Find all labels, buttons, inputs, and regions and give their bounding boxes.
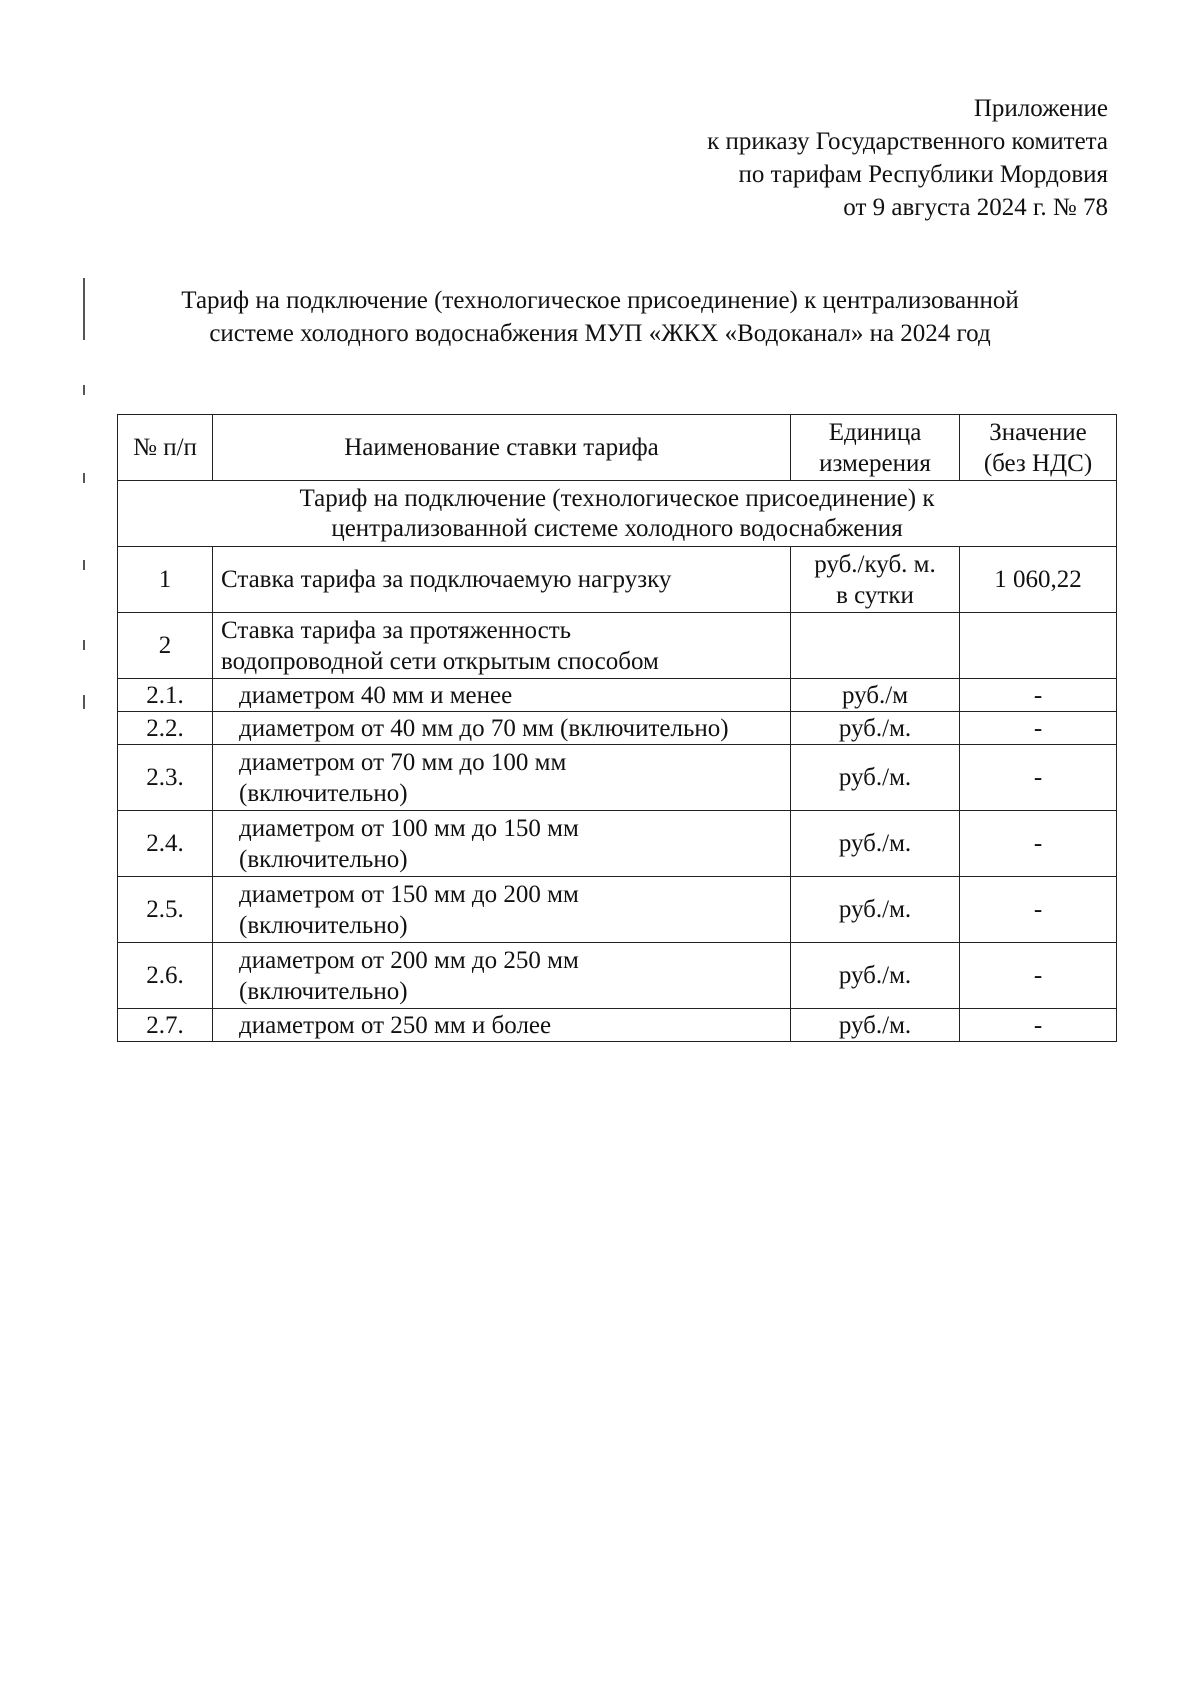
row-value: - xyxy=(960,712,1117,745)
header-value-line: (без НДС) xyxy=(983,449,1093,477)
table-row xyxy=(118,745,1117,811)
row-num: 2.1. xyxy=(118,679,213,712)
header-value xyxy=(960,415,1117,481)
table-row xyxy=(118,877,1117,943)
row-name xyxy=(213,745,791,811)
scan-mark xyxy=(83,695,85,709)
row-name xyxy=(213,613,791,679)
row-name xyxy=(213,943,791,1009)
scan-mark xyxy=(83,560,85,570)
row-name-line: (включительно) xyxy=(239,977,408,1005)
header-value-line: Значение xyxy=(989,418,1087,446)
row-name-line: Ставка тарифа за протяженность xyxy=(221,616,572,644)
row-num: 2.5. xyxy=(118,877,213,943)
row-name-line: диаметром от 200 мм до 250 мм xyxy=(239,946,579,974)
section-title-line: Тариф на подключение (технологическое присоединение) к xyxy=(299,484,935,512)
section-row xyxy=(118,481,1117,547)
appendix-line: от 9 августа 2024 г. № 78 xyxy=(843,194,1108,221)
table-row xyxy=(118,712,1117,745)
table-header-row xyxy=(118,415,1117,481)
row-name-line: (включительно) xyxy=(239,911,408,939)
row-value xyxy=(960,613,1117,679)
row-unit-line: в сутки xyxy=(836,581,914,609)
table-row xyxy=(118,943,1117,1009)
row-name xyxy=(213,811,791,877)
scan-mark xyxy=(83,640,85,650)
row-name xyxy=(213,877,791,943)
row-value: - xyxy=(960,877,1117,943)
table-row xyxy=(118,679,1117,712)
scan-mark xyxy=(83,385,85,395)
document-title xyxy=(100,284,1100,350)
row-num: 2.4. xyxy=(118,811,213,877)
row-unit: руб./м. xyxy=(791,745,960,811)
row-name-line: (включительно) xyxy=(239,779,408,807)
row-unit: руб./м. xyxy=(791,712,960,745)
table-row xyxy=(118,811,1117,877)
row-name-line: диаметром от 100 мм до 150 мм xyxy=(239,814,579,842)
row-unit: руб./м xyxy=(791,679,960,712)
row-name-line: (включительно) xyxy=(239,845,408,873)
row-num: 2 xyxy=(118,613,213,679)
table-row xyxy=(118,613,1117,679)
row-name: Ставка тарифа за подключаемую нагрузку xyxy=(213,547,791,613)
tariff-table xyxy=(117,414,1117,1042)
appendix-line: Приложение xyxy=(973,95,1108,122)
title-line: Тариф на подключение (технологическое присоединение) к централизованной xyxy=(181,287,1019,314)
header-unit-line: Единица xyxy=(828,418,922,446)
row-unit: руб./м. xyxy=(791,943,960,1009)
row-name-line: водопроводной сети открытым способом xyxy=(221,647,659,675)
row-value: - xyxy=(960,679,1117,712)
row-name: диаметром от 250 мм и более xyxy=(213,1009,791,1042)
appendix-line: по тарифам Республики Мордовия xyxy=(738,161,1108,188)
header-unit-line: измерения xyxy=(819,449,931,477)
row-value: - xyxy=(960,811,1117,877)
row-unit: руб./м. xyxy=(791,1009,960,1042)
row-unit xyxy=(791,613,960,679)
appendix-block xyxy=(707,92,1108,224)
row-unit-line: руб./куб. м. xyxy=(814,550,936,578)
table-row xyxy=(118,1009,1117,1042)
row-unit xyxy=(791,547,960,613)
row-name-line: диаметром от 70 мм до 100 мм xyxy=(239,748,567,776)
row-num: 2.7. xyxy=(118,1009,213,1042)
appendix-line: к приказу Государственного комитета xyxy=(707,128,1108,155)
row-name-line: диаметром от 150 мм до 200 мм xyxy=(239,880,579,908)
row-name: диаметром от 40 мм до 70 мм (включительно) xyxy=(213,712,791,745)
row-value: - xyxy=(960,1009,1117,1042)
row-num: 2.3. xyxy=(118,745,213,811)
row-value: - xyxy=(960,745,1117,811)
header-name: Наименование ставки тарифа xyxy=(213,415,791,481)
row-name: диаметром 40 мм и менее xyxy=(213,679,791,712)
header-unit xyxy=(791,415,960,481)
table-row xyxy=(118,547,1117,613)
row-num: 1 xyxy=(118,547,213,613)
title-line: системе холодного водоснабжения МУП «ЖКХ «Водоканал» на 2024 год xyxy=(209,320,991,347)
row-unit: руб./м. xyxy=(791,811,960,877)
section-title-line: централизованной системе холодного водоснабжения xyxy=(331,514,903,542)
row-unit: руб./м. xyxy=(791,877,960,943)
row-num: 2.6. xyxy=(118,943,213,1009)
scan-mark xyxy=(83,473,85,483)
section-title xyxy=(118,481,1117,547)
row-num: 2.2. xyxy=(118,712,213,745)
row-value: - xyxy=(960,943,1117,1009)
row-value: 1 060,22 xyxy=(960,547,1117,613)
scan-mark xyxy=(83,278,85,340)
header-num: № п/п xyxy=(118,415,213,481)
